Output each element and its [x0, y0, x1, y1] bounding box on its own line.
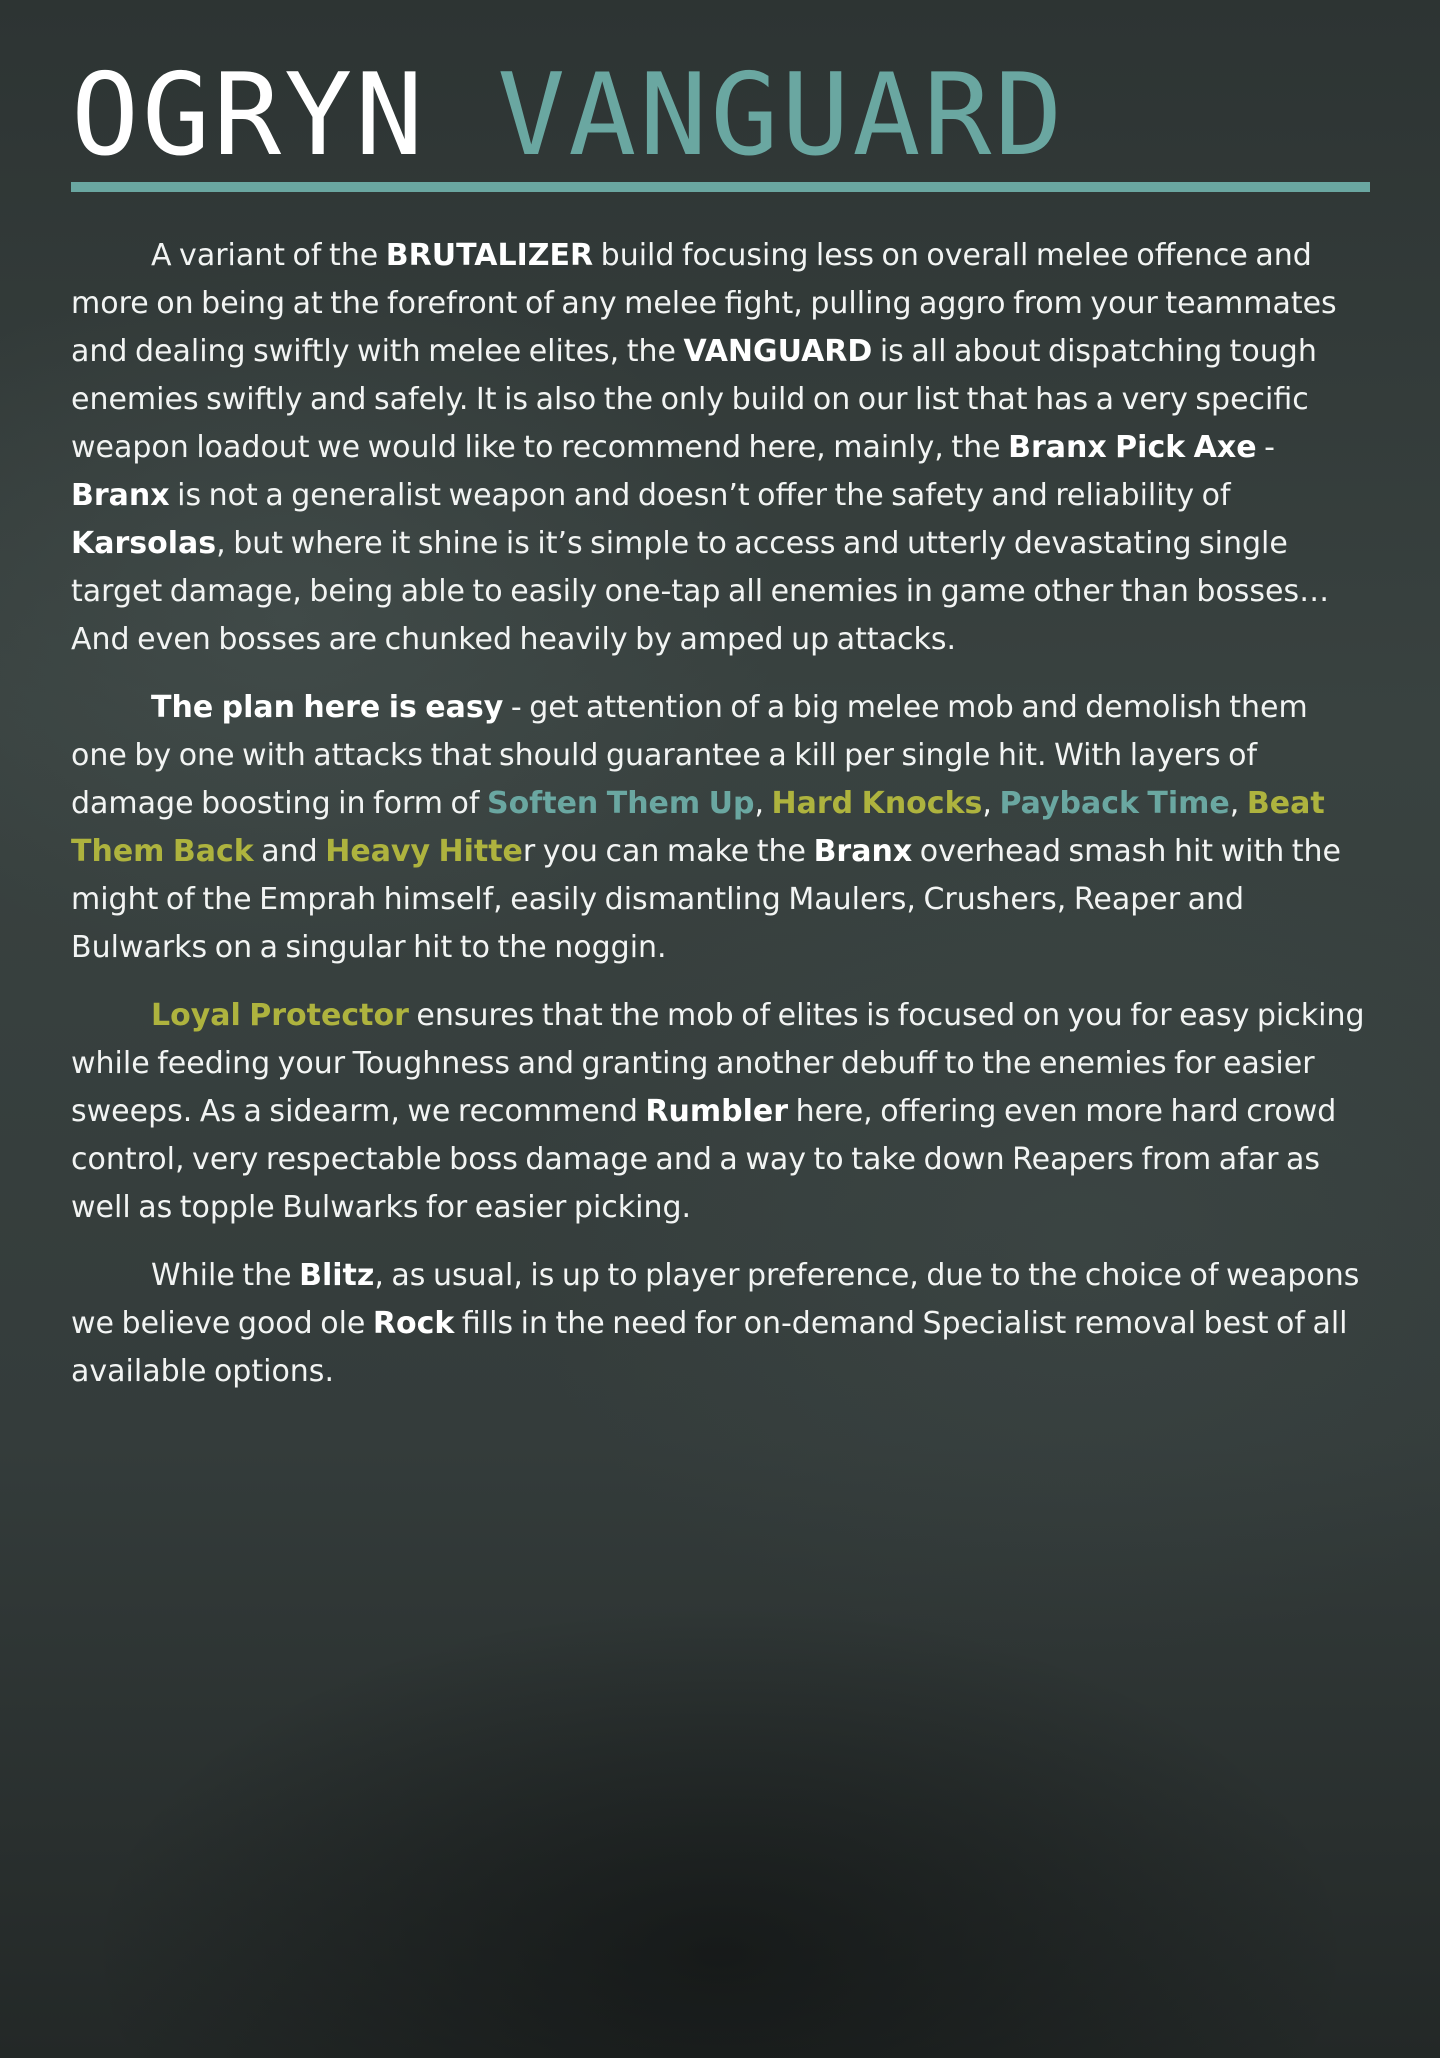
text-run: is not a generalist weapon and doesn’t offer the safety and reliability of [169, 478, 1231, 513]
keyword-branx-pick-axe: Branx Pick Axe [1008, 430, 1257, 465]
text-run: A variant of the [151, 238, 386, 273]
text-run: , but where it shine is it’s simple to access and utterly devastating single target damage, being able to easily one-tap all enemies in game other than bosses… And even bosses are chunked heavily by amped up attacks. [71, 526, 1330, 657]
text-run: , as usual, is up to player preference, due to the choice of weapons we believe good ole [71, 1258, 1360, 1341]
text-run: r you can make the [522, 834, 814, 869]
paragraph-blitz [71, 1252, 1371, 1396]
keyword-branx: Branx [813, 834, 913, 869]
talent-beat-them-back: Beat Them Back [71, 786, 1325, 869]
text-run: - [1256, 430, 1275, 465]
paragraph-plan [71, 684, 1371, 972]
text-run: , [1229, 786, 1247, 821]
text-run: - get attention of a big melee mob and demolish them one by one with attacks that should guarantee a kill per single hit. With layers of damage boosting in form of [71, 690, 1308, 821]
text-run: ensures that the mob of elites is focused on you for easy picking while feeding your Toughness and granting another debuff to the enemies for easier sweeps. As a sidearm, we recommend [71, 998, 1365, 1129]
paragraph-loyal-protector [71, 992, 1371, 1232]
page-title [71, 49, 1371, 181]
keyword-blitz: Blitz [299, 1258, 375, 1293]
page [71, 49, 1371, 1416]
keyword-vanguard: VANGUARD [683, 334, 873, 369]
keyword-karsolas: Karsolas [71, 526, 217, 561]
keyword-rumbler: Rumbler [645, 1094, 789, 1129]
text-run: is all about dispatching tough enemies swiftly and safely. It is also the only build on our list that has a very specific weapon loadout we would like to recommend here, mainly, the [71, 334, 1317, 465]
text-run: , [754, 786, 772, 821]
talent-loyal-protector: Loyal Protector [151, 998, 409, 1033]
keyword-rock: Rock [372, 1306, 455, 1341]
keyword-plan: The plan here is easy [151, 690, 504, 725]
talent-payback-time: Payback Time [999, 786, 1230, 821]
talent-hard-knocks: Hard Knocks [771, 786, 983, 821]
paragraph-intro [71, 232, 1371, 664]
text-run: , [982, 786, 1000, 821]
article-body [71, 232, 1371, 1396]
keyword-brutalizer: BRUTALIZER [385, 238, 594, 273]
title-underline [71, 182, 1370, 192]
talent-heavy-hitter: Heavy Hitte [325, 834, 523, 869]
title-word-vanguard: VANGUARD [497, 49, 1066, 181]
keyword-branx: Branx [71, 478, 170, 513]
talent-soften-them-up: Soften Them Up [486, 786, 755, 821]
text-run: here, offering even more hard crowd control, very respectable boss damage and a way to take down Reapers from afar as well as topple Bulwarks for easier picking. [71, 1094, 1337, 1225]
text-run: While the [151, 1258, 300, 1293]
text-run: fills in the need for on-demand Specialist removal best of all available options. [71, 1306, 1348, 1389]
text-run: build focusing less on overall melee offence and more on being at the forefront of any melee fight, pulling aggro from your teammates and dealing swiftly with melee elites, the [71, 238, 1337, 369]
title-word-ogryn: OGRYN [71, 49, 427, 181]
text-run: and [253, 834, 326, 869]
text-run: overhead smash hit with the might of the Emprah himself, easily dismantling Maulers, Crushers, Reaper and Bulwarks on a singular hit to the noggin. [71, 834, 1342, 965]
